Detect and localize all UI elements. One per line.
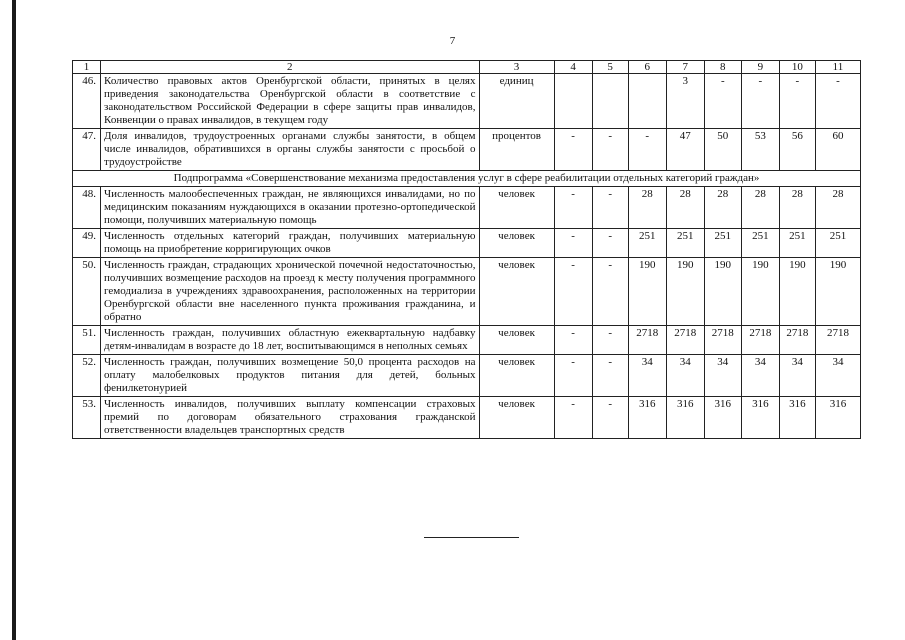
- unit: человек: [479, 229, 554, 258]
- indicator-name: Численность граждан, получивших областную ежеквартальную надбавку детям-инвалидам в возрасте до 18 лет, воспитывающимся в неполных семьях: [101, 326, 479, 355]
- year-value: -: [554, 326, 592, 355]
- unit: человек: [479, 397, 554, 439]
- year-value: 316: [704, 397, 741, 439]
- year-value: 2718: [741, 326, 779, 355]
- year-value: 316: [815, 397, 860, 439]
- year-value: 251: [779, 229, 815, 258]
- header-row: [73, 61, 861, 74]
- year-value: 316: [741, 397, 779, 439]
- indicator-name: Численность граждан, страдающих хронической почечной недостаточностью, получивших возмещение расходов на проезд к месту получения программного гемодиализа в учреждениях здравоохранения, расположенных на территории Оренбургской области вне населенного пункта проживания гражданина, и обратно: [101, 258, 479, 326]
- year-value: 28: [779, 187, 815, 229]
- year-value: 34: [666, 355, 704, 397]
- year-value: 190: [704, 258, 741, 326]
- indicators-table: [72, 60, 861, 439]
- year-value: -: [554, 397, 592, 439]
- year-value: 2718: [779, 326, 815, 355]
- year-value: 28: [741, 187, 779, 229]
- unit: человек: [479, 187, 554, 229]
- year-value: -: [592, 129, 628, 171]
- year-value: 60: [815, 129, 860, 171]
- row-number: 53.: [73, 397, 101, 439]
- table-row: [73, 258, 861, 326]
- row-number: 46.: [73, 74, 101, 129]
- year-value: 28: [815, 187, 860, 229]
- year-value: [592, 74, 628, 129]
- year-value: 28: [666, 187, 704, 229]
- year-value: 316: [666, 397, 704, 439]
- table-row: [73, 129, 861, 171]
- column-number: 5: [592, 61, 628, 74]
- year-value: -: [592, 187, 628, 229]
- year-value: -: [554, 258, 592, 326]
- unit: единиц: [479, 74, 554, 129]
- year-value: 251: [741, 229, 779, 258]
- year-value: 251: [704, 229, 741, 258]
- table-row: [73, 74, 861, 129]
- year-value: -: [592, 397, 628, 439]
- column-number: 10: [779, 61, 815, 74]
- column-number: 9: [741, 61, 779, 74]
- year-value: -: [554, 229, 592, 258]
- year-value: 34: [741, 355, 779, 397]
- year-value: -: [815, 74, 860, 129]
- year-value: 50: [704, 129, 741, 171]
- year-value: 251: [666, 229, 704, 258]
- year-value: 190: [741, 258, 779, 326]
- year-value: -: [554, 187, 592, 229]
- unit: человек: [479, 326, 554, 355]
- column-number: 7: [666, 61, 704, 74]
- indicator-name: Численность инвалидов, получивших выплату компенсации страховых премий по договорам обязательного страхования гражданской ответственности владельцев транспортных средств: [101, 397, 479, 439]
- indicator-name: Численность отдельных категорий граждан, получивших материальную помощь на приобретение корригирующих очков: [101, 229, 479, 258]
- indicator-name: Доля инвалидов, трудоустроенных органами службы занятости, в общем числе инвалидов, обратившихся в органы службы занятости с просьбой о трудоустройстве: [101, 129, 479, 171]
- page-number: 7: [449, 35, 456, 47]
- year-value: -: [704, 74, 741, 129]
- column-number: 11: [815, 61, 860, 74]
- row-number: 50.: [73, 258, 101, 326]
- year-value: -: [779, 74, 815, 129]
- year-value: 34: [704, 355, 741, 397]
- unit: процентов: [479, 129, 554, 171]
- row-number: 49.: [73, 229, 101, 258]
- column-number: 8: [704, 61, 741, 74]
- indicator-name: Количество правовых актов Оренбургской области, принятых в целях приведения законодательства Оренбургской области в соответствие с законодательством Российской Федерации в сфере защиты прав инвалидов, Конвенции о правах инвалидов, в текущем году: [101, 74, 479, 129]
- column-number: 6: [628, 61, 666, 74]
- year-value: 2718: [815, 326, 860, 355]
- year-value: 3: [666, 74, 704, 129]
- table-row: [73, 187, 861, 229]
- year-value: 56: [779, 129, 815, 171]
- table-row: [73, 229, 861, 258]
- indicator-name: Численность малообеспеченных граждан, не являющихся инвалидами, но по медицинским показаниям нуждающихся в оказании протезно-ортопедической помощи, получивших материальную помощь: [101, 187, 479, 229]
- unit: человек: [479, 355, 554, 397]
- year-value: -: [592, 355, 628, 397]
- table-row: [73, 355, 861, 397]
- subprogram-title: Подпрограмма «Совершенствование механизма предоставления услуг в сфере реабилитации отдельных категорий граждан»: [73, 171, 861, 187]
- year-value: 190: [628, 258, 666, 326]
- year-value: 316: [628, 397, 666, 439]
- column-number: 4: [554, 61, 592, 74]
- year-value: 28: [628, 187, 666, 229]
- column-number: 2: [101, 61, 479, 74]
- year-value: -: [554, 129, 592, 171]
- year-value: 2718: [628, 326, 666, 355]
- year-value: 190: [779, 258, 815, 326]
- year-value: 190: [666, 258, 704, 326]
- year-value: 34: [779, 355, 815, 397]
- year-value: [628, 74, 666, 129]
- year-value: 2718: [704, 326, 741, 355]
- year-value: [554, 74, 592, 129]
- indicator-name: Численность граждан, получивших возмещение 50,0 процента расходов на оплату малобелковых продуктов питания для детей, больных фенилкетонурией: [101, 355, 479, 397]
- row-number: 47.: [73, 129, 101, 171]
- closing-rule: [424, 537, 519, 538]
- year-value: 47: [666, 129, 704, 171]
- year-value: -: [592, 229, 628, 258]
- year-value: -: [628, 129, 666, 171]
- year-value: -: [592, 326, 628, 355]
- year-value: 2718: [666, 326, 704, 355]
- scan-edge: [12, 0, 16, 640]
- table-row: [73, 397, 861, 439]
- year-value: -: [592, 258, 628, 326]
- year-value: -: [741, 74, 779, 129]
- year-value: 34: [815, 355, 860, 397]
- row-number: 48.: [73, 187, 101, 229]
- subprogram-row: [73, 171, 861, 187]
- year-value: 251: [628, 229, 666, 258]
- unit: человек: [479, 258, 554, 326]
- table-row: [73, 326, 861, 355]
- year-value: 53: [741, 129, 779, 171]
- column-number: 1: [73, 61, 101, 74]
- row-number: 52.: [73, 355, 101, 397]
- row-number: 51.: [73, 326, 101, 355]
- year-value: -: [554, 355, 592, 397]
- year-value: 251: [815, 229, 860, 258]
- year-value: 28: [704, 187, 741, 229]
- year-value: 316: [779, 397, 815, 439]
- year-value: 34: [628, 355, 666, 397]
- column-number: 3: [479, 61, 554, 74]
- year-value: 190: [815, 258, 860, 326]
